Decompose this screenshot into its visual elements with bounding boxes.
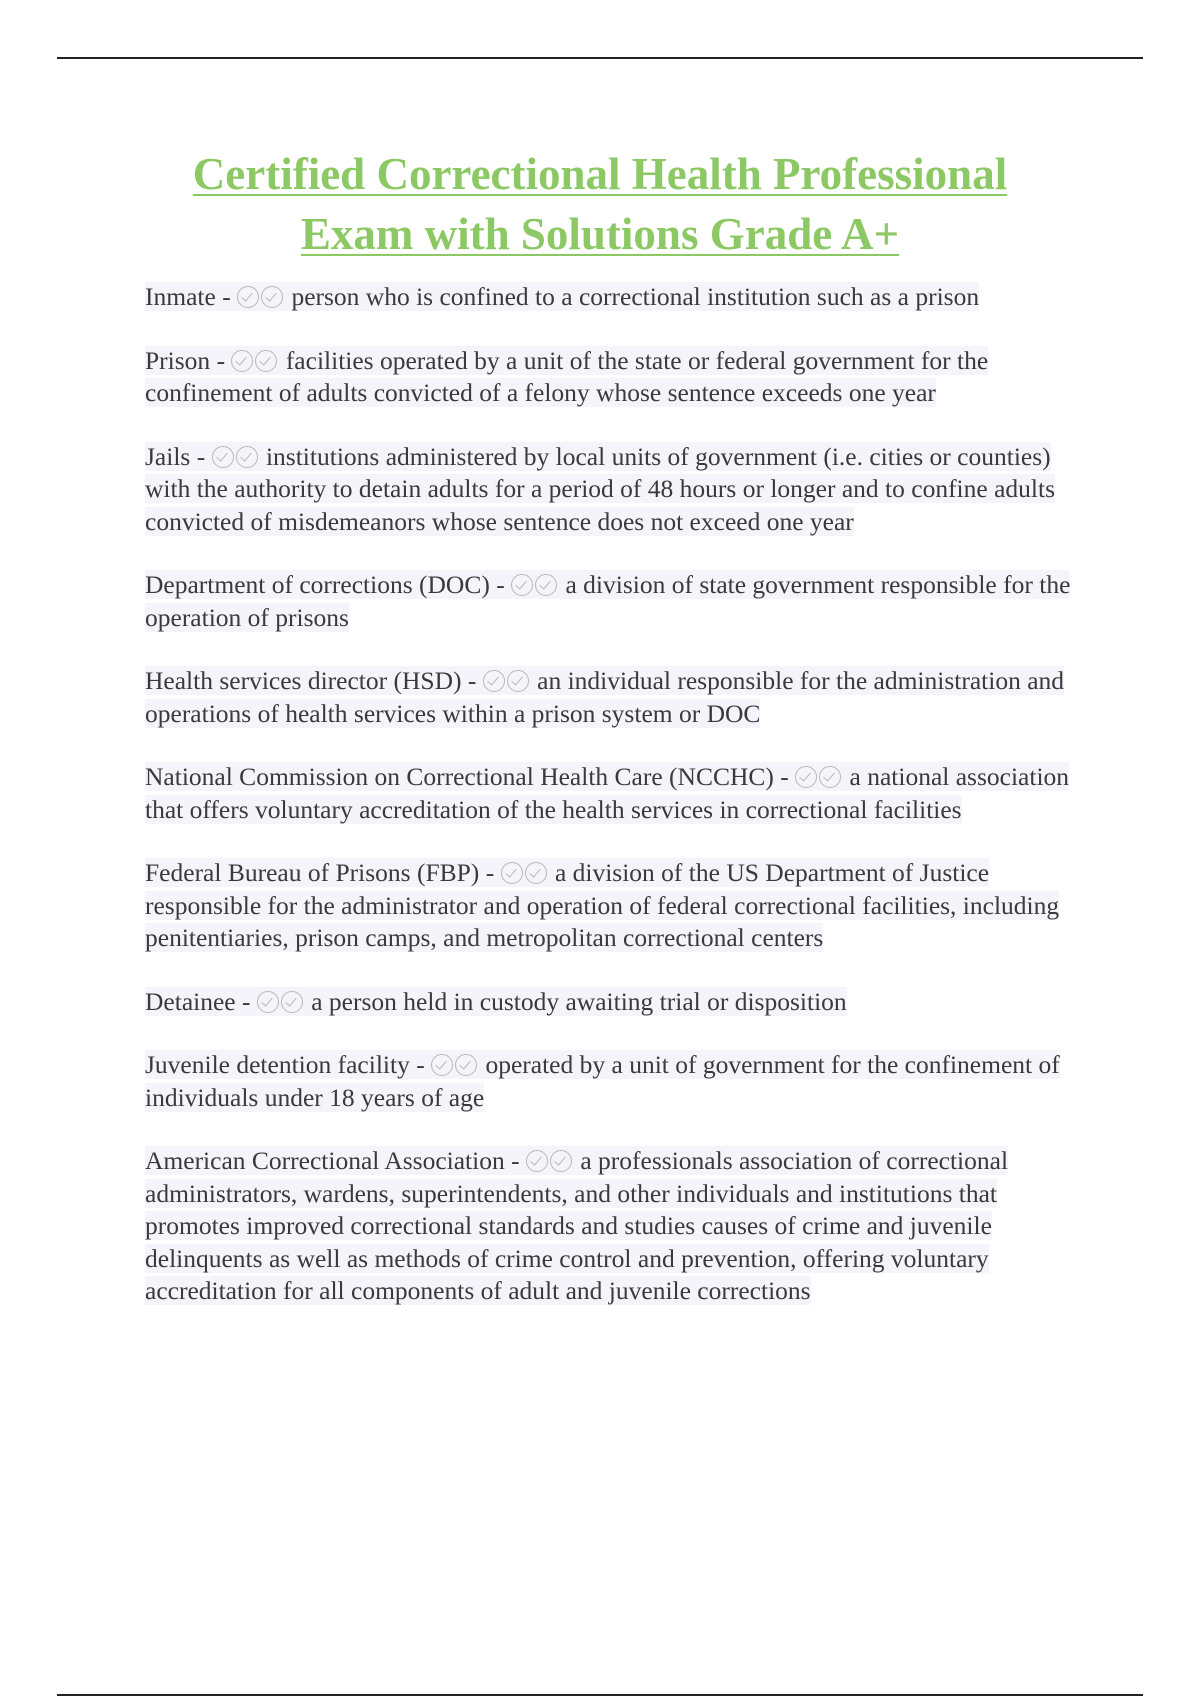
- qa-item: [145, 665, 1090, 730]
- qa-term: Jails: [145, 441, 191, 471]
- qa-item: [145, 986, 1090, 1019]
- check-icons: [483, 666, 531, 695]
- check-icons: [231, 346, 279, 375]
- check-circle-icon: [550, 1150, 572, 1172]
- qa-item: [145, 1145, 1090, 1308]
- check-circle-icon: [483, 670, 505, 692]
- check-circle-icon: [511, 574, 533, 596]
- qa-text: [145, 1146, 1008, 1305]
- qa-definition: a professionals association of correctional administrators, wardens, superintendents, and other individuals and institutions that promotes improved correctional standards and studies causes of crime and juvenile delinquents as well as methods of crime control and prevention, offering voluntary accreditation for all components of adult and juvenile corrections: [145, 1146, 1009, 1305]
- check-circle-icon: [237, 286, 259, 308]
- check-circle-icon: [261, 286, 283, 308]
- footer-rule: [57, 1694, 1143, 1696]
- qa-definition: an individual responsible for the administration and operations of health services within a prison system or DOC: [145, 666, 1065, 728]
- check-circle-icon: [535, 574, 557, 596]
- qa-separator: -: [409, 1050, 432, 1079]
- check-circle-icon: [236, 446, 258, 468]
- check-circle-icon: [431, 1054, 453, 1076]
- check-circle-icon: [501, 862, 523, 884]
- qa-separator: -: [210, 345, 232, 375]
- title-line-1: Certified Correctional Health Professional: [192, 149, 1008, 199]
- check-circle-icon: [231, 350, 253, 372]
- qa-item: [145, 569, 1090, 634]
- qa-text: [145, 987, 847, 1016]
- check-circle-icon: [526, 1150, 548, 1172]
- qa-definition: a division of the US Department of Justice responsible for the administrator and operation of federal correctional facilities, including penitentiaries, prison camps, and metropolitan correctional centers: [145, 858, 1060, 952]
- qa-term: Health services director (HSD): [145, 666, 462, 695]
- qa-item: [145, 761, 1090, 826]
- qa-text: [145, 1050, 1060, 1112]
- qa-term: Federal Bureau of Prisons (FBP): [145, 858, 480, 887]
- check-circle-icon: [212, 446, 234, 468]
- qa-definition: operated by a unit of government for the confinement of individuals under 18 years of age: [145, 1050, 1060, 1112]
- check-icons: [431, 1050, 479, 1079]
- check-icons: [237, 282, 285, 311]
- qa-text: [145, 858, 1059, 952]
- qa-term: Juvenile detention facility: [145, 1050, 410, 1079]
- qa-separator: -: [504, 1146, 526, 1175]
- check-icons: [257, 987, 305, 1016]
- check-circle-icon: [281, 991, 303, 1013]
- qa-separator: -: [773, 762, 796, 791]
- qa-term: Inmate: [145, 282, 216, 311]
- check-circle-icon: [525, 862, 547, 884]
- qa-definition: facilities operated by a unit of the state or federal government for the confinement of adults convicted of a felony whose sentence exceeds one year: [145, 345, 989, 407]
- header-rule: [57, 57, 1143, 59]
- qa-term: American Correctional Association: [145, 1146, 505, 1175]
- check-icons: [526, 1146, 574, 1175]
- qa-text: [145, 282, 979, 311]
- check-circle-icon: [255, 350, 277, 372]
- qa-item: [145, 857, 1090, 955]
- qa-term: National Commission on Correctional Health Care (NCCHC): [145, 762, 774, 791]
- qa-term: Detainee: [145, 986, 236, 1016]
- check-circle-icon: [455, 1054, 477, 1076]
- qa-item: [145, 441, 1090, 539]
- qa-definition: person who is confined to a correctional institution such as a prison: [291, 282, 980, 311]
- check-circle-icon: [257, 991, 279, 1013]
- check-circle-icon: [819, 766, 841, 788]
- check-circle-icon: [795, 766, 817, 788]
- check-circle-icon: [507, 670, 529, 692]
- qa-separator: -: [215, 282, 238, 311]
- qa-separator: -: [461, 666, 483, 695]
- check-icons: [212, 442, 260, 471]
- qa-term: Prison: [145, 345, 211, 375]
- qa-definition: a division of state government responsible for the operation of prisons: [145, 570, 1071, 632]
- qa-separator: -: [190, 441, 212, 471]
- qa-list: [145, 281, 1090, 1339]
- qa-definition: a national association that offers voluntary accreditation of the health services in correctional facilities: [145, 762, 1070, 824]
- check-icons: [511, 570, 559, 599]
- qa-definition: a person held in custody awaiting trial or disposition: [311, 986, 847, 1016]
- qa-item: [145, 1049, 1090, 1114]
- qa-item: [145, 281, 1090, 314]
- qa-item: [145, 345, 1090, 410]
- qa-text: [145, 442, 1055, 536]
- qa-term: Department of corrections (DOC): [145, 570, 490, 599]
- qa-text: [145, 570, 1070, 632]
- qa-text: [145, 762, 1069, 824]
- qa-text: [145, 666, 1064, 728]
- document-title: [100, 144, 1100, 264]
- qa-separator: -: [479, 858, 501, 887]
- qa-separator: -: [489, 570, 512, 599]
- check-icons: [501, 858, 549, 887]
- qa-separator: -: [235, 986, 257, 1016]
- qa-definition: institutions administered by local units of government (i.e. cities or counties) with the authority to detain adults for a period of 48 hours or longer and to confine adults convicted of misdemeanors whose sentence does not exceed one year: [145, 441, 1055, 536]
- title-line-2: Exam with Solutions Grade A+: [300, 209, 900, 259]
- qa-text: [145, 346, 988, 408]
- check-icons: [795, 762, 843, 791]
